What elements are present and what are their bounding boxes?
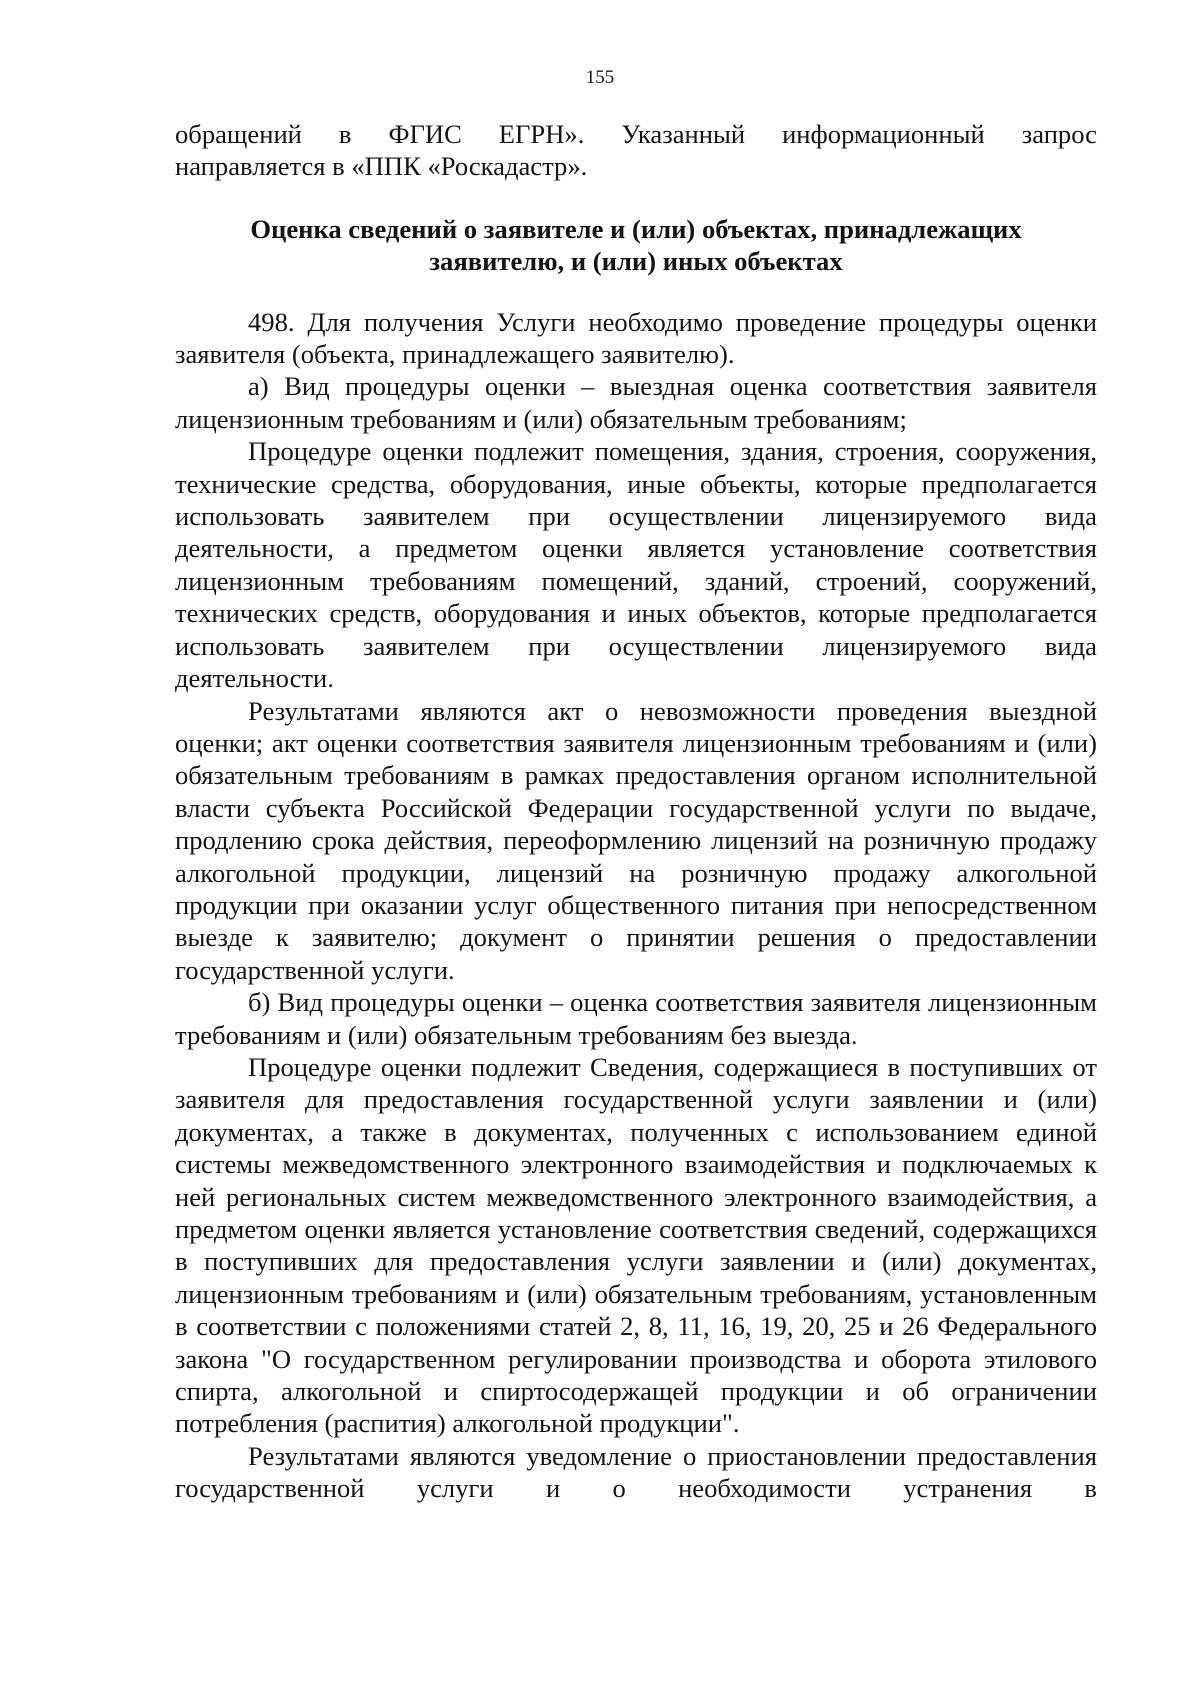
paragraph-b-procedure-type: б) Вид процедуры оценки – оценка соответствия заявителя лицензионным требованиям и (или) обязательным требованиям без выезда.: [175, 987, 1097, 1050]
paragraph-a-assessment-subject: Процедуре оценки подлежит помещения, здания, строения, сооружения, технические средства, оборудования, иные объекты, которые предполагается использовать заявителем при осуществлении лицензируемого вида деятельности, а предметом оценки является установление соответствия лицензионным требованиям помещений, зданий, строений, сооружений, технических средств, оборудования и иных объектов, которые предполагается использовать заявителем при осуществлении лицензируемого вида деятельности.: [175, 436, 1097, 694]
page-number: 155: [585, 67, 615, 88]
section-heading: [175, 213, 1097, 278]
paragraph-b-results: Результатами являются уведомление о приостановлении предоставления государственной услуги и о необходимости устранения в: [175, 1440, 1097, 1504]
section-heading-line-2: заявителю, и (или) иных объектах: [429, 246, 843, 277]
paragraph-b-assessment-subject: Процедуре оценки подлежит Сведения, содержащиеся в поступивших от заявителя для предоставления государственной услуги заявлении и (или) документах, а также в документах, полученных с использованием единой системы межведомственного электронного взаимодействия и подключаемых к ней региональных систем межведомственного электронного взаимодействия, а предметом оценки является установление соответствия сведений, содержащихся в поступивших для предоставления услуги заявлении и (или) документах, лицензионным требованиям и (или) обязательным требованиям, установленным в соответствии с положениями статей 2, 8, 11, 16, 19, 20, 25 и 26 Федерального закона "О государственном регулировании производства и оборота этилового спирта, алкогольной и спиртосодержащей продукции и об ограничении потребления (распития) алкогольной продукции".: [175, 1051, 1097, 1439]
intro-line-2: направляется в «ППК «Роскадастр».: [175, 151, 588, 182]
intro-line-1: обращений в ФГИС ЕГРН». Указанный информационный запрос: [175, 119, 1097, 149]
document-body: [175, 118, 1097, 1505]
section-heading-line-1: Оценка сведений о заявителе и (или) объектах, принадлежащих: [250, 213, 1022, 244]
paragraph-498: 498. Для получения Услуги необходимо проведение процедуры оценки заявителя (объекта, принадлежащего заявителю).: [175, 306, 1097, 370]
paragraph-a-results: Результатами являются акт о невозможности проведения выездной оценки; акт оценки соответствия заявителя лицензионным требованиям и (или) обязательным требованиям в рамках предоставления органом исполнительной власти субъекта Российской Федерации государственной услуги по выдаче, продлению срока действия, переоформлению лицензий на розничную продажу алкогольной продукции, лицензий на розничную продажу алкогольной продукции при оказании услуг общественного питания при непосредственном выезде к заявителю; документ о принятии решения о предоставлении государственной услуги.: [175, 695, 1097, 985]
paragraph-a-procedure-type: а) Вид процедуры оценки – выездная оценка соответствия заявителя лицензионным требованиям и (или) обязательным требованиям;: [175, 371, 1097, 434]
